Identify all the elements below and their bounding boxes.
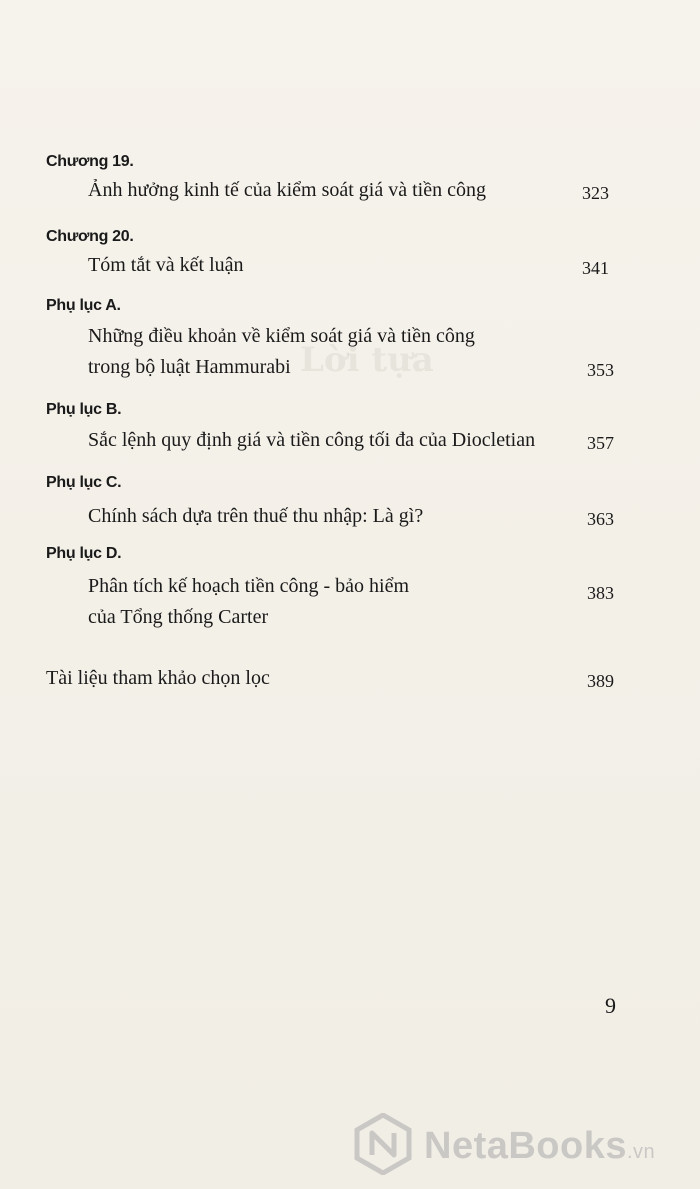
toc-entry-appendix-a-line2: trong bộ luật Hammurabi — [88, 356, 291, 378]
netabooks-watermark — [352, 1113, 692, 1179]
toc-label-chapter-19: Chương 19. — [46, 153, 134, 170]
watermark-suffix: .vn — [627, 1141, 656, 1163]
toc-page-appendix-b: 357 — [587, 433, 614, 453]
toc-label-chapter-20: Chương 20. — [46, 228, 134, 245]
toc-entry-appendix-a-line1: Những điều khoản về kiểm soát giá và tiền công — [88, 325, 475, 347]
toc-page-appendix-c: 363 — [587, 509, 614, 529]
toc-page-appendix-d: 383 — [587, 583, 614, 603]
netabooks-logo-icon — [352, 1113, 414, 1175]
toc-label-appendix-a: Phụ lục A. — [46, 297, 121, 314]
bleed-through-heading: Lời tựa — [300, 340, 434, 380]
toc-entry-appendix-d-line1: Phân tích kế hoạch tiền công - bảo hiểm — [88, 575, 410, 597]
page-number: 9 — [605, 993, 616, 1018]
toc-page-chapter-20: 341 — [582, 258, 609, 278]
toc-label-appendix-b: Phụ lục B. — [46, 401, 122, 418]
toc-label-appendix-c: Phụ lục C. — [46, 474, 122, 491]
toc-page-chapter-19: 323 — [582, 183, 609, 203]
toc-label-appendix-d: Phụ lục D. — [46, 545, 122, 562]
watermark-brand: NetaBooks — [424, 1125, 627, 1167]
toc-entry-appendix-c: Chính sách dựa trên thuế thu nhập: Là gì? — [88, 505, 424, 527]
toc-entry-chapter-20: Tóm tắt và kết luận — [88, 254, 244, 276]
toc-entry-appendix-d-line2: của Tổng thống Carter — [88, 606, 269, 628]
toc-entry-chapter-19: Ảnh hưởng kinh tế của kiểm soát giá và tiền công — [88, 179, 486, 201]
toc-page-appendix-a: 353 — [587, 360, 614, 380]
toc-entry-bibliography: Tài liệu tham khảo chọn lọc — [46, 667, 270, 689]
toc-page-bibliography: 389 — [587, 671, 614, 691]
toc-entry-appendix-b: Sắc lệnh quy định giá và tiền công tối đa của Diocletian — [88, 429, 536, 451]
